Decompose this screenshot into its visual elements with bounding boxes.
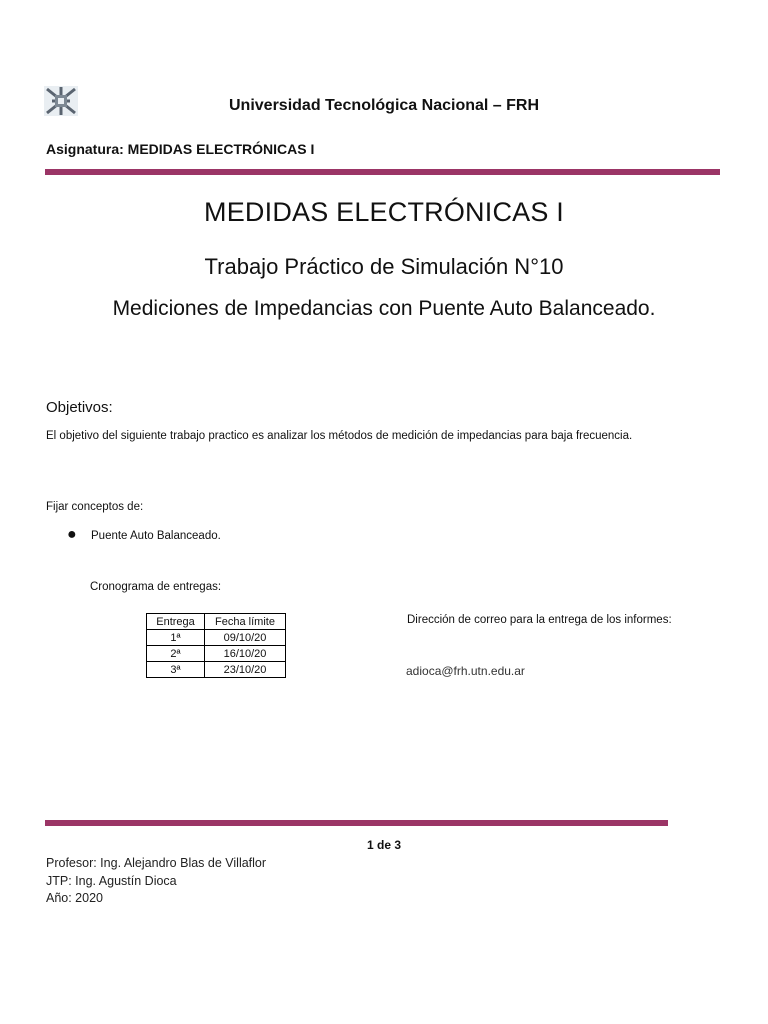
email-address-link[interactable]: adioca@frh.utn.edu.ar bbox=[406, 664, 525, 678]
subject-line: Asignatura: MEDIDAS ELECTRÓNICAS I bbox=[46, 141, 315, 157]
table-cell: 1ª bbox=[147, 630, 205, 646]
year-line: Año: 2020 bbox=[46, 891, 103, 905]
table-header-row bbox=[147, 614, 286, 630]
bullet-icon: ● bbox=[67, 526, 77, 543]
university-name: Universidad Tecnológica Nacional – FRH bbox=[229, 97, 539, 114]
document-subtitle: Trabajo Práctico de Simulación N°10 bbox=[204, 254, 564, 279]
header-divider bbox=[45, 169, 720, 175]
jtp-line: JTP: Ing. Agustín Dioca bbox=[46, 873, 177, 888]
list-item: Puente Auto Balanceado. bbox=[91, 530, 221, 542]
table-cell: 09/10/20 bbox=[205, 630, 286, 646]
schedule-heading: Cronograma de entregas: bbox=[90, 581, 222, 593]
email-label: Dirección de correo para la entrega de los informes: bbox=[407, 614, 672, 626]
table-row bbox=[147, 630, 286, 646]
page-number: 1 de 3 bbox=[366, 838, 402, 852]
profesor-line: Profesor: Ing. Alejandro Blas de Villaflor bbox=[46, 856, 267, 870]
schedule-table bbox=[146, 613, 286, 678]
table-cell: 23/10/20 bbox=[205, 662, 286, 678]
objectives-text: El objetivo del siguiente trabajo practico es analizar los métodos de medición de impedancias para baja frecuencia. bbox=[46, 430, 633, 442]
document-title: MEDIDAS ELECTRÓNICAS I bbox=[204, 197, 564, 227]
footer-credits bbox=[46, 855, 266, 908]
column-header: Fecha límite bbox=[205, 614, 286, 630]
document-topic: Mediciones de Impedancias con Puente Auto Balanceado. bbox=[112, 297, 656, 320]
footer-divider bbox=[45, 820, 668, 826]
objectives-heading: Objetivos: bbox=[46, 399, 113, 416]
table-row bbox=[147, 662, 286, 678]
table-cell: 16/10/20 bbox=[205, 646, 286, 662]
table-row bbox=[147, 646, 286, 662]
column-header: Entrega bbox=[147, 614, 205, 630]
table-cell: 3ª bbox=[147, 662, 205, 678]
concepts-heading: Fijar conceptos de: bbox=[46, 501, 144, 513]
table-cell: 2ª bbox=[147, 646, 205, 662]
